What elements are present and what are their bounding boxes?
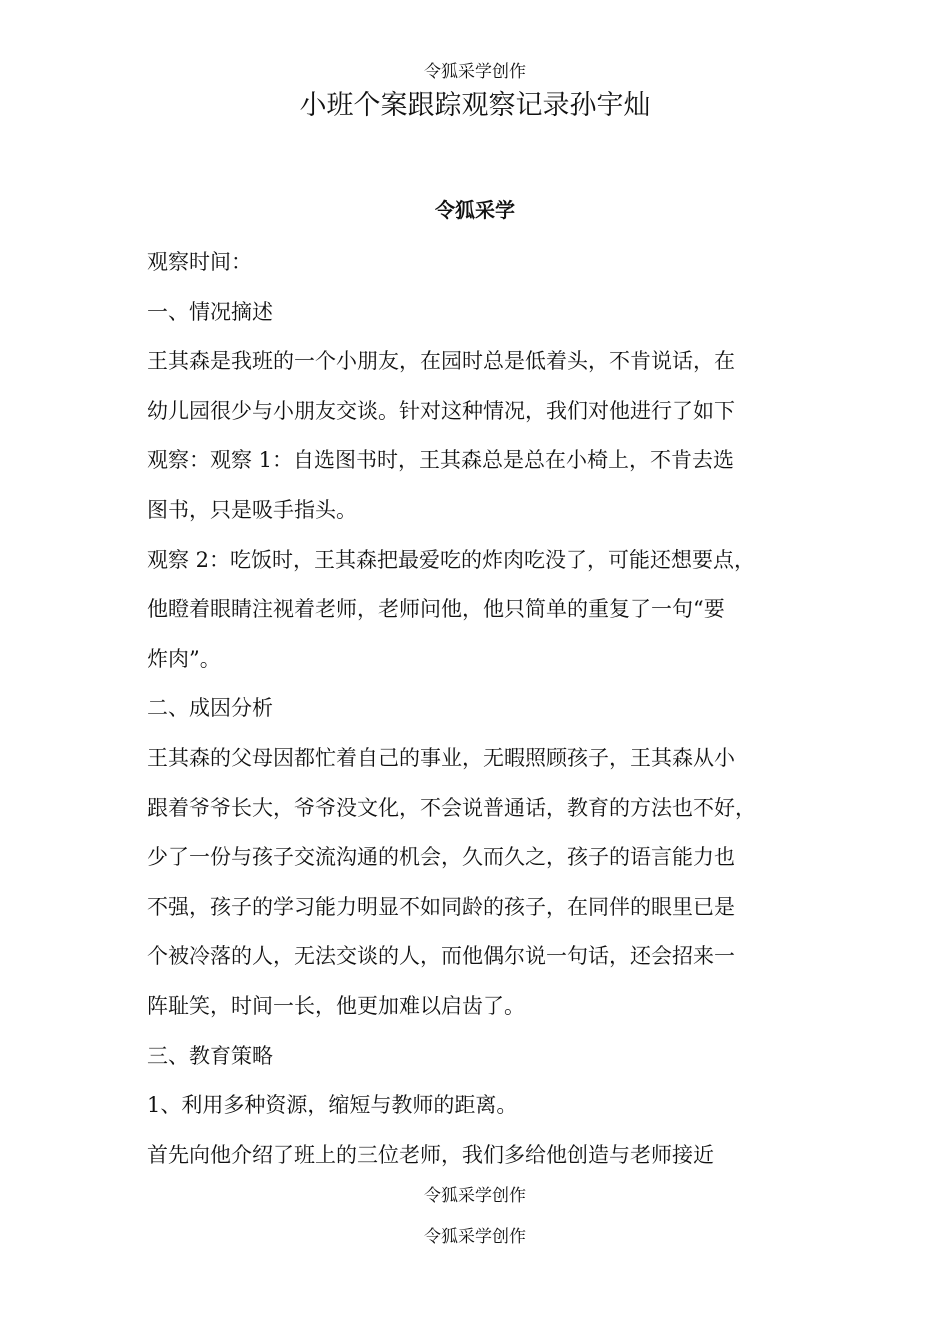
observation-time-line: 观察时间： [147, 250, 252, 274]
paragraph-line: 阵耻笑，时间一长，他更加难以启齿了。 [147, 993, 525, 1018]
paragraph-line: 观察：观察 1：自选图书时，王其森总是总在小椅上，不肯去选 [147, 448, 735, 473]
section-heading-cause-analysis: 二、成因分析 [147, 696, 273, 721]
paragraph-line: 少了一份与孩子交流沟通的机会，久而久之，孩子的语言能力也 [147, 845, 735, 870]
paragraph-line: 王其森是我班的一个小朋友，在园时总是低着头，不肯说话，在 [147, 349, 735, 374]
section-heading-situation: 一、情况摘述 [147, 299, 273, 324]
paragraph-line: 个被冷落的人，无法交谈的人，而他偶尔说一句话，还会招来一 [147, 944, 735, 969]
strategy-item: 1、利用多种资源，缩短与教师的距离。 [147, 1093, 518, 1118]
document-title: 小班个案跟踪观察记录孙宇灿 [299, 90, 651, 121]
footer-watermark: 令狐采学创作 [424, 1186, 526, 1206]
footer-watermark: 令狐采学创作 [424, 1227, 526, 1247]
section-heading-education-strategy: 三、教育策略 [147, 1043, 273, 1068]
header-watermark: 令狐采学创作 [424, 62, 526, 82]
paragraph-line: 不强，孩子的学习能力明显不如同龄的孩子，在同伴的眼里已是 [147, 894, 735, 919]
paragraph-line: 跟着爷爷长大，爷爷没文化，不会说普通话，教育的方法也不好， [147, 795, 756, 820]
paragraph-line: 他瞪着眼睛注视着老师，老师问他，他只简单的重复了一句“要 [147, 597, 725, 622]
paragraph-line: 首先向他介绍了班上的三位老师，我们多给他创造与老师接近 [147, 1142, 714, 1167]
document-author: 令狐采学 [435, 198, 515, 222]
paragraph-line: 王其森的父母因都忙着自己的事业，无暇照顾孩子，王其森从小 [147, 745, 735, 770]
paragraph-line: 幼儿园很少与小朋友交谈。针对这种情况，我们对他进行了如下 [147, 398, 735, 423]
document-body [147, 238, 815, 1180]
paragraph-line: 炸肉”。 [147, 646, 221, 671]
paragraph-line: 图书，只是吸手指头。 [147, 497, 357, 522]
paragraph-line: 观察 2：吃饭时，王其森把最爱吃的炸肉吃没了，可能还想要点， [147, 547, 756, 572]
